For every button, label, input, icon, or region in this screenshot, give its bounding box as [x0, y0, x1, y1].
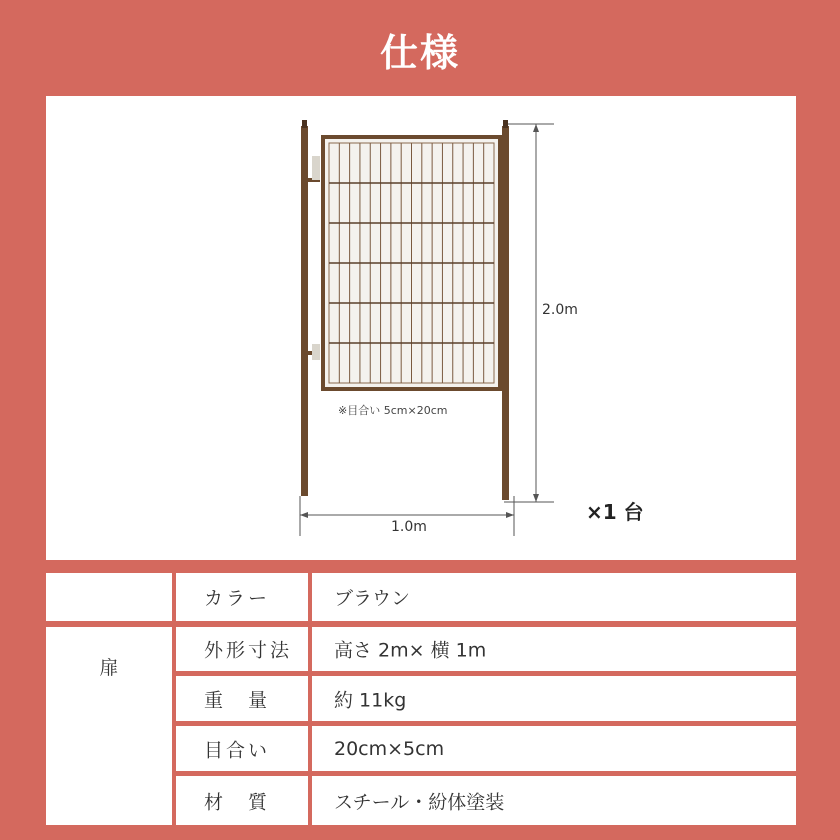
category-label: 扉 — [99, 657, 119, 679]
height-label: 2.0m — [542, 302, 578, 318]
spec-label-weight: 重 量 — [204, 689, 271, 711]
spec-label-mesh: 目合い — [204, 739, 271, 761]
spec-label-material: 材 質 — [204, 791, 271, 813]
spec-row-value — [312, 627, 796, 671]
left-post — [301, 120, 320, 496]
table-header-blank — [46, 573, 172, 621]
spec-row-label — [176, 573, 308, 621]
spec-value-mesh: 20cm×5cm — [334, 737, 445, 760]
spec-row-value — [312, 573, 796, 621]
spec-row-label — [176, 726, 308, 771]
spec-row-label — [176, 627, 308, 671]
spec-value-material: スチール・紛体塗装 — [334, 791, 505, 813]
spec-row-label — [176, 676, 308, 721]
page-title: 仕様 — [379, 31, 460, 75]
spec-label-color: カラー — [204, 587, 271, 610]
spec-row-label — [176, 776, 308, 825]
spec-label-dimensions: 外形寸法 — [204, 639, 293, 662]
quantity-label: ×1 台 — [586, 500, 644, 524]
width-label: 1.0m — [391, 519, 427, 535]
spec-row-value — [312, 676, 796, 721]
spec-row-value — [312, 776, 796, 825]
spec-value-dimensions: 高さ 2m× 横 1m — [334, 639, 487, 662]
spec-value-color: ブラウン — [334, 587, 411, 610]
spec-value-weight: 約 11kg — [334, 689, 407, 711]
mesh-note: ※目合い 5cm×20cm — [338, 404, 448, 417]
category-cell — [46, 627, 172, 825]
spec-row-value — [312, 726, 796, 771]
gate-illustration — [46, 96, 796, 560]
product-image-panel — [46, 96, 796, 560]
